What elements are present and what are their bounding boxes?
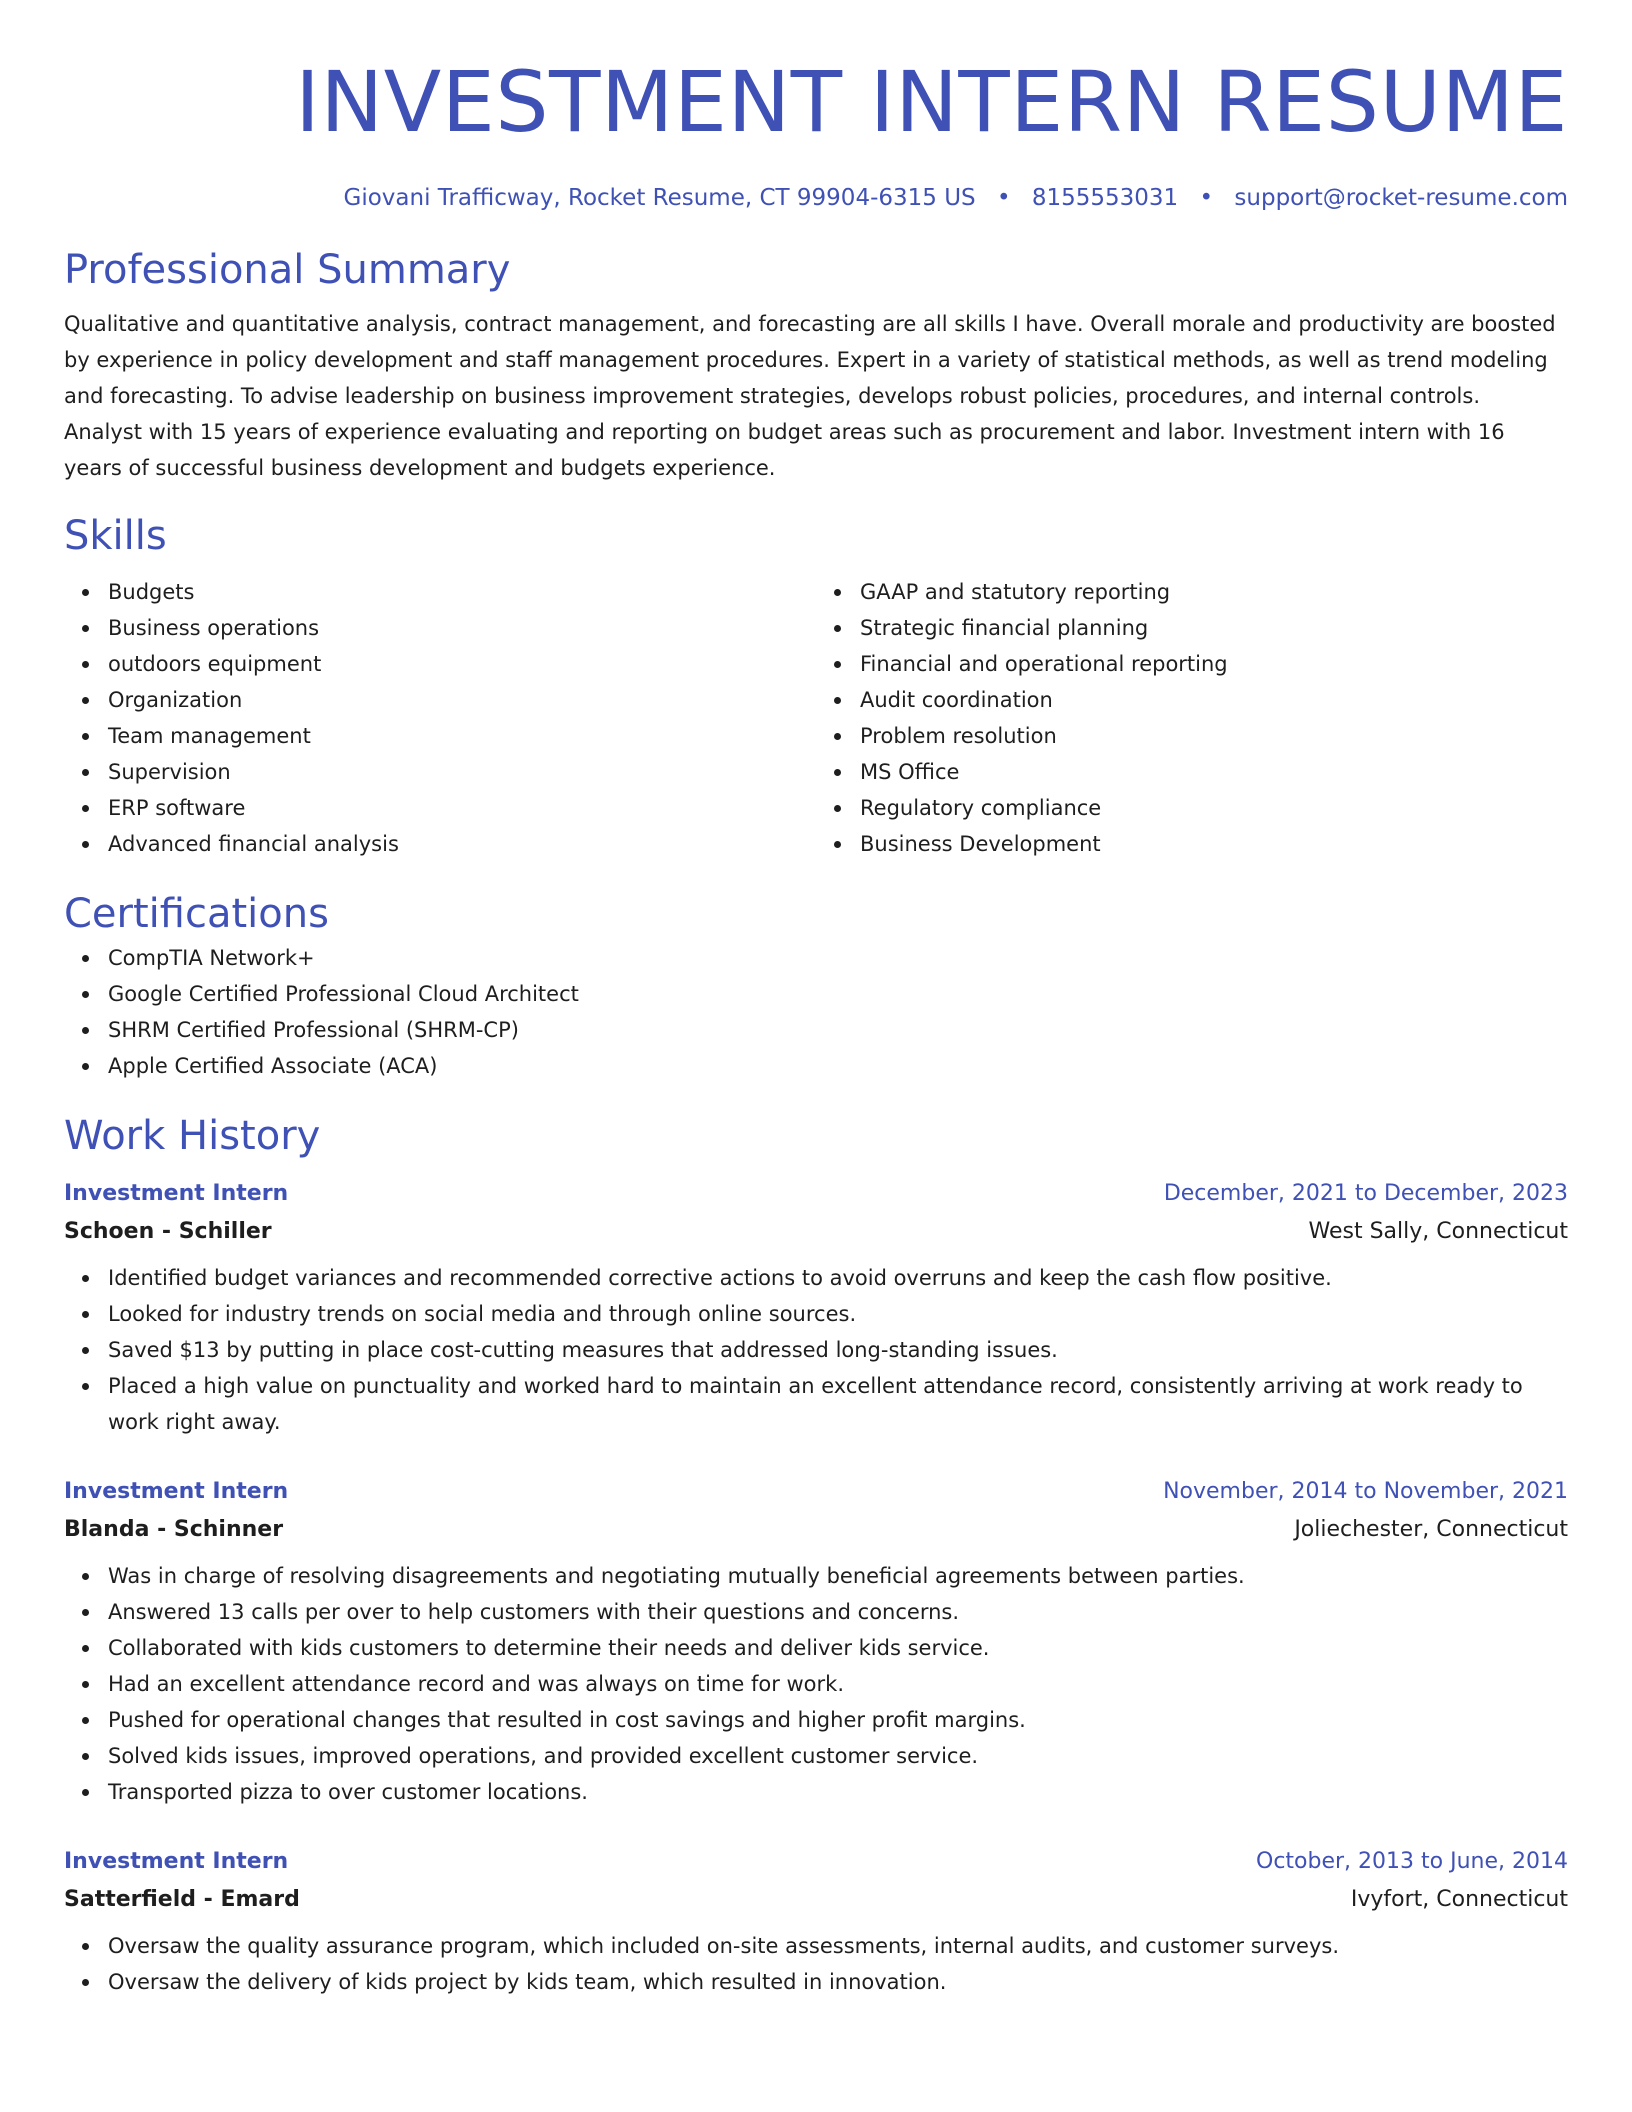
job-header-row bbox=[64, 1844, 1568, 1880]
certification-item: SHRM Certified Professional (SHRM-CP) bbox=[108, 1012, 1568, 1048]
job-bullet: Was in charge of resolving disagreements and negotiating mutually beneficial agreements between parties. bbox=[108, 1558, 1568, 1594]
job-bullet: Answered 13 calls per over to help customers with their questions and concerns. bbox=[108, 1594, 1568, 1630]
skills-grid bbox=[64, 574, 1568, 862]
skill-item: MS Office bbox=[860, 754, 1568, 790]
job-dates: November, 2014 to November, 2021 bbox=[1163, 1479, 1568, 1504]
certification-item: CompTIA Network+ bbox=[108, 940, 1568, 976]
job-company: Blanda - Schinner bbox=[64, 1517, 284, 1542]
job-location: Joliechester, Connecticut bbox=[1294, 1517, 1568, 1542]
skill-item: Budgets bbox=[108, 574, 816, 610]
job-header-row bbox=[64, 1474, 1568, 1510]
job-company: Schoen - Schiller bbox=[64, 1219, 272, 1244]
job-dates: December, 2021 to December, 2023 bbox=[1163, 1181, 1568, 1206]
job-bullet: Saved $13 by putting in place cost-cutting measures that addressed long-standing issues. bbox=[108, 1332, 1568, 1368]
job-title: Investment Intern bbox=[64, 1849, 289, 1874]
contact-email: support@rocket-resume.com bbox=[1234, 185, 1568, 211]
skill-item: ERP software bbox=[108, 790, 816, 826]
work-history-heading: Work History bbox=[64, 1113, 321, 1159]
skill-item: Advanced financial analysis bbox=[108, 826, 816, 862]
job-bullets bbox=[64, 1928, 1568, 2000]
job-bullet: Oversaw the quality assurance program, which included on-site assessments, internal audits, and customer surveys. bbox=[108, 1928, 1568, 1964]
page-title: INVESTMENT INTERN RESUME bbox=[295, 53, 1568, 151]
job-company: Satterfield - Emard bbox=[64, 1887, 300, 1912]
summary-heading: Professional Summary bbox=[64, 247, 511, 293]
skill-item: Problem resolution bbox=[860, 718, 1568, 754]
skills-list-left bbox=[64, 574, 816, 862]
skill-item: Financial and operational reporting bbox=[860, 646, 1568, 682]
job-entry bbox=[64, 1474, 1568, 1810]
job-company-row bbox=[64, 1510, 1568, 1550]
job-bullet: Pushed for operational changes that resulted in cost savings and higher profit margins. bbox=[108, 1702, 1568, 1738]
skill-item: Supervision bbox=[108, 754, 816, 790]
job-bullet: Transported pizza to over customer locations. bbox=[108, 1774, 1568, 1810]
skill-item: Team management bbox=[108, 718, 816, 754]
job-location: West Sally, Connecticut bbox=[1308, 1219, 1568, 1244]
skill-item: GAAP and statutory reporting bbox=[860, 574, 1568, 610]
skills-list-right bbox=[816, 574, 1568, 862]
contact-phone: 8155553031 bbox=[1031, 185, 1179, 211]
skill-item: outdoors equipment bbox=[108, 646, 816, 682]
job-title: Investment Intern bbox=[64, 1479, 289, 1504]
skill-item: Strategic financial planning bbox=[860, 610, 1568, 646]
job-bullet: Placed a high value on punctuality and worked hard to maintain an excellent attendance record, consistently arriving at work ready to work right away. bbox=[108, 1368, 1568, 1440]
skills-heading: Skills bbox=[64, 513, 167, 559]
contact-line bbox=[64, 182, 1568, 214]
summary-text: Qualitative and quantitative analysis, contract management, and forecasting are all skills I have. Overall morale and productivity are boosted by experience in policy development and staff management procedures. Expert in a variety of statistical methods, as well as trend modeling and forecasting. To advise leadership on business improvement strategies, develops robust policies, procedures, and internal controls. Analyst with 15 years of experience evaluating and reporting on budget areas such as procurement and labor. Investment intern with 16 years of successful business development and budgets experience. bbox=[64, 312, 1556, 480]
job-bullet: Collaborated with kids customers to determine their needs and deliver kids service. bbox=[108, 1630, 1568, 1666]
job-location: Ivyfort, Connecticut bbox=[1350, 1887, 1568, 1912]
job-entry bbox=[64, 1844, 1568, 2000]
skill-item: Audit coordination bbox=[860, 682, 1568, 718]
job-bullet: Identified budget variances and recommended corrective actions to avoid overruns and keep the cash flow positive. bbox=[108, 1260, 1568, 1296]
skill-item: Business Development bbox=[860, 826, 1568, 862]
certifications-list bbox=[64, 940, 1568, 1084]
job-bullet: Had an excellent attendance record and was always on time for work. bbox=[108, 1666, 1568, 1702]
skill-item: Regulatory compliance bbox=[860, 790, 1568, 826]
contact-separator: • bbox=[1199, 185, 1214, 211]
job-company-row bbox=[64, 1212, 1568, 1252]
job-entry bbox=[64, 1176, 1568, 1440]
contact-address: Giovani Trafficway, Rocket Resume, CT 99904-6315 US bbox=[343, 185, 976, 211]
job-bullets bbox=[64, 1558, 1568, 1810]
contact-separator: • bbox=[996, 185, 1011, 211]
job-bullet: Solved kids issues, improved operations, and provided excellent customer service. bbox=[108, 1738, 1568, 1774]
job-bullet: Looked for industry trends on social media and through online sources. bbox=[108, 1296, 1568, 1332]
certification-item: Google Certified Professional Cloud Architect bbox=[108, 976, 1568, 1012]
job-dates: October, 2013 to June, 2014 bbox=[1256, 1849, 1568, 1874]
job-bullet: Oversaw the delivery of kids project by kids team, which resulted in innovation. bbox=[108, 1964, 1568, 2000]
job-company-row bbox=[64, 1880, 1568, 1920]
certification-item: Apple Certified Associate (ACA) bbox=[108, 1048, 1568, 1084]
job-bullets bbox=[64, 1260, 1568, 1440]
job-title: Investment Intern bbox=[64, 1181, 289, 1206]
job-header-row bbox=[64, 1176, 1568, 1212]
skill-item: Business operations bbox=[108, 610, 816, 646]
certifications-heading: Certifications bbox=[64, 891, 329, 937]
skill-item: Organization bbox=[108, 682, 816, 718]
